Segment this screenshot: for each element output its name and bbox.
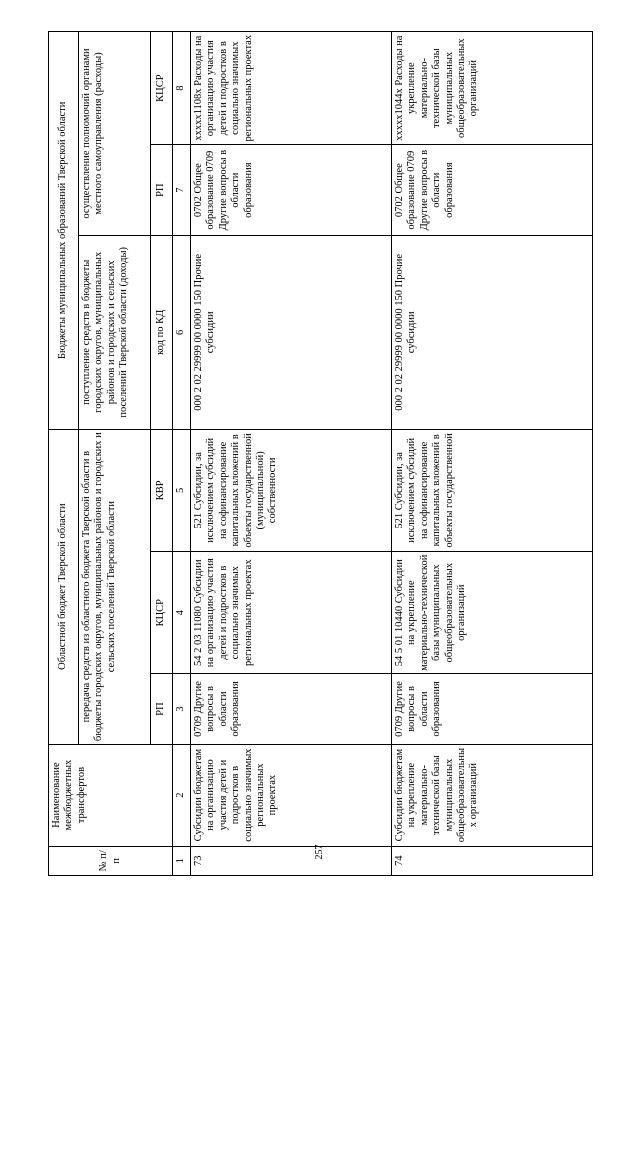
- col-number: 3: [173, 674, 191, 744]
- page-number: 257: [314, 844, 325, 860]
- header-expenses-desc: осуществление полномочий органами местного самоуправления (расходы): [79, 32, 151, 236]
- header-num: № п/п: [49, 846, 173, 875]
- row-kcsr2: xxxxx1108x Расходы на организацию участия детей и подростков в социально значимых региональных проектах: [191, 32, 392, 145]
- header-kcsr: КЦСР: [151, 552, 173, 674]
- col-number: 6: [173, 235, 191, 429]
- row-rp2: 0702 Общее образование 0709 Другие вопросы в области образования: [392, 145, 593, 236]
- transfers-table: [48, 31, 593, 876]
- row-kd: 000 2 02 29999 00 0000 150 Прочие субсидии: [191, 235, 392, 429]
- rotated-table-container: [48, 31, 593, 876]
- row-name: Субсидии бюджетам на организацию участия детей и подростков в социально значимых региональных проектах: [191, 744, 392, 846]
- row-num: 73: [191, 846, 392, 875]
- col-number: 1: [173, 846, 191, 875]
- header-kd: код по КД: [151, 235, 173, 429]
- row-rp2: 0702 Общее образование 0709 Другие вопросы в области образования: [191, 145, 392, 236]
- row-rp: 0709 Другие вопросы в области образования: [191, 674, 392, 744]
- row-kcsr2: xxxxx1044x Расходы на укрепление материально-технической базы муниципальных общеобразовательных организаций: [392, 32, 593, 145]
- header-transfer-desc: передача средств из областного бюджета Тверской области в бюджеты городских округов, муниципальных районов и городских и сельских поселений Тверской области: [79, 429, 151, 744]
- header-kvr: КВР: [151, 429, 173, 551]
- row-kd: 000 2 02 29999 00 0000 150 Прочие субсидии: [392, 235, 593, 429]
- col-number: 2: [173, 744, 191, 846]
- col-number: 5: [173, 429, 191, 551]
- row-kvr: 521 Субсидии, за исключением субсидий на софинансирование капитальных вложений в объекты государственной: [392, 429, 593, 551]
- col-number: 7: [173, 145, 191, 236]
- header-rp2: РП: [151, 145, 173, 236]
- row-kvr: 521 Субсидии, за исключением субсидий на софинансирование капитальных вложений в объекты государственной (муниципальной) собственности: [191, 429, 392, 551]
- header-rp: РП: [151, 674, 173, 744]
- header-regional-budget: Областной бюджет Тверской области: [49, 429, 79, 744]
- col-number: 8: [173, 32, 191, 145]
- row-kcsr: 54 2 03 11080 Субсидии на организацию участия детей и подростков в социально значимых региональных проектах: [191, 552, 392, 674]
- table-row: [392, 32, 593, 876]
- table-row: [191, 32, 392, 876]
- col-number: 4: [173, 552, 191, 674]
- header-municipal-budgets: Бюджеты муниципальных образований Тверской области: [49, 32, 79, 430]
- row-kcsr: 54 5 01 10440 Субсидии на укрепление материально-технической базы муниципальных общеобразовательных организаций: [392, 552, 593, 674]
- row-name: Субсидии бюджетам на укрепление материально-технической базы муниципальных общеобразовательных организаций: [392, 744, 593, 846]
- header-receipts-desc: поступление средств в бюджеты городских округов, муниципальных районов и городских и сельских поселений Тверской области (доходы): [79, 235, 151, 429]
- header-name: Наименование межбюджетных трансфертов: [49, 744, 173, 846]
- row-rp: 0709 Другие вопросы в области образования: [392, 674, 593, 744]
- row-num: 74: [392, 846, 593, 875]
- header-kcsr2: КЦСР: [151, 32, 173, 145]
